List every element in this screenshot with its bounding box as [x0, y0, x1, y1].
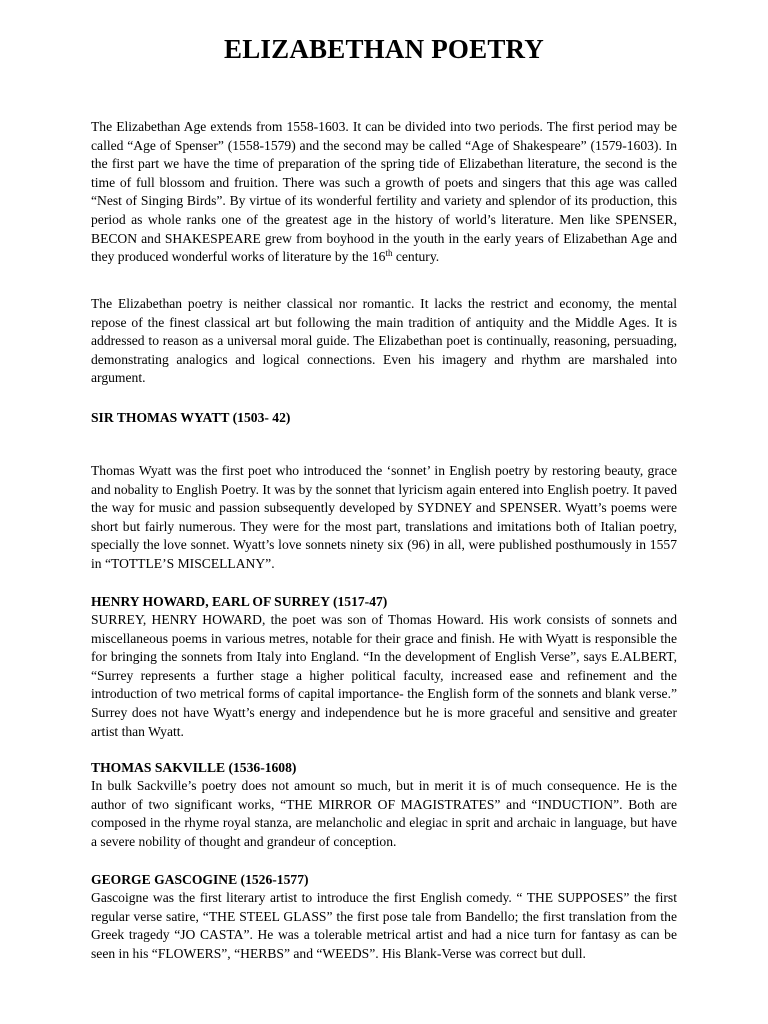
intro-paragraph-2: The Elizabethan poetry is neither classical nor romantic. It lacks the restrict and economy, the mental repose of the finest classical art but following the main tradition of antiquity and the Middle Ages. It is addressed to reason as a universal moral guide. The Elizabethan poet is continually, reasoning, persuading, demonstrating analogics and logical connections. Even his imagery and rhythm are marshaled into argument. [91, 296, 677, 386]
intro-paragraph-1-text: The Elizabethan Age extends from 1558-1603. It can be divided into two periods. The first period may be called “Age of Spenser” (1558-1579) and the second may be called “Age of Shakespeare” (1579-1603). In the first part we have the time of preparation of the spring tide of Elizabethan literature, the second is the time of full blossom and fruition. There was such a growth of poets and singers that this age was called “Nest of Singing Birds”. By virtue of its wonderful fertility and variety and splendor of its production, this period as whole ranks one of the greatest age in the history of world’s literature. Men like SPENSER, BECON and SHAKESPEARE grew from boyhood in the youth in the early years of Elizabethan Age and they produced wonderful works of literature by the 16 [91, 119, 677, 265]
intro-paragraph-1 [91, 118, 677, 267]
intro-paragraph-1-end: century. [392, 249, 440, 265]
superscript-th: th [385, 248, 393, 259]
section-body-sakville: In bulk Sackville’s poetry does not amount so much, but in merit it is of much consequence. He is the author of two significant works, “THE MIRROR OF MAGISTRATES” and “INDUCTION”. Both are composed in the rhyme royal stanza, are melancholic and elegiac in sprit and archaic in language, but have a severe nobility of thought and grandeur of conception. [91, 778, 677, 849]
section-body-surrey: SURREY, HENRY HOWARD, the poet was son of Thomas Howard. His work consists of sonnets and miscellaneous poems in various metres, notable for their grace and finish. He with Wyatt is responsible the for bringing the sonnets from Italy into England. “In the development of English Verse”, says E.ALBERT, “Surrey represents a further stage a higher political faculty, increased ease and refinement and the introduction of two metrical forms of capital importance- the English form of the sonnets and blank verse.” Surrey does not have Wyatt’s energy and independence but he is more graceful and sensitive and greater artist than Wyatt. [91, 612, 677, 739]
section-body-wyatt: Thomas Wyatt was the first poet who introduced the ‘sonnet’ in English poetry by restoring beauty, grace and nobality to English Poetry. It was by the sonnet that lyricism again entered into English poetry. It paved the way for music and passion subsequently developed by SYDNEY and SPENSER. Wyatt’s poems were short but fairly numerous. They were for the most part, translations and imitations both of Italian poetry, specially the love sonnet. Wyatt’s love sonnets ninety six (96) in all, were published posthumously in 1557 in “TOTTLE’S MISCELLANY”. [91, 463, 677, 571]
section-heading-wyatt: SIR THOMAS WYATT (1503- 42) [91, 410, 291, 425]
section-heading-sakville: THOMAS SAKVILLE (1536-1608) [91, 760, 297, 775]
page-title: ELIZABETHAN POETRY [224, 34, 544, 64]
section-body-gascogine: Gascoigne was the first literary artist to introduce the first English comedy. “ THE SUPPOSES” the first regular verse satire, “THE STEEL GLASS” the first pose tale from Bandello; the first translation from the Greek tragedy “JO CASTA”. He was a tolerable metrical artist and had a nice turn for fantasy as can be seen in his “FLOWERS”, “HERBS” and “WEEDS”. His Blank-Verse was correct but dull. [91, 890, 677, 961]
section-heading-surrey: HENRY HOWARD, EARL OF SURREY (1517-47) [91, 594, 388, 609]
section-heading-gascogine: GEORGE GASCOGINE (1526-1577) [91, 872, 309, 887]
